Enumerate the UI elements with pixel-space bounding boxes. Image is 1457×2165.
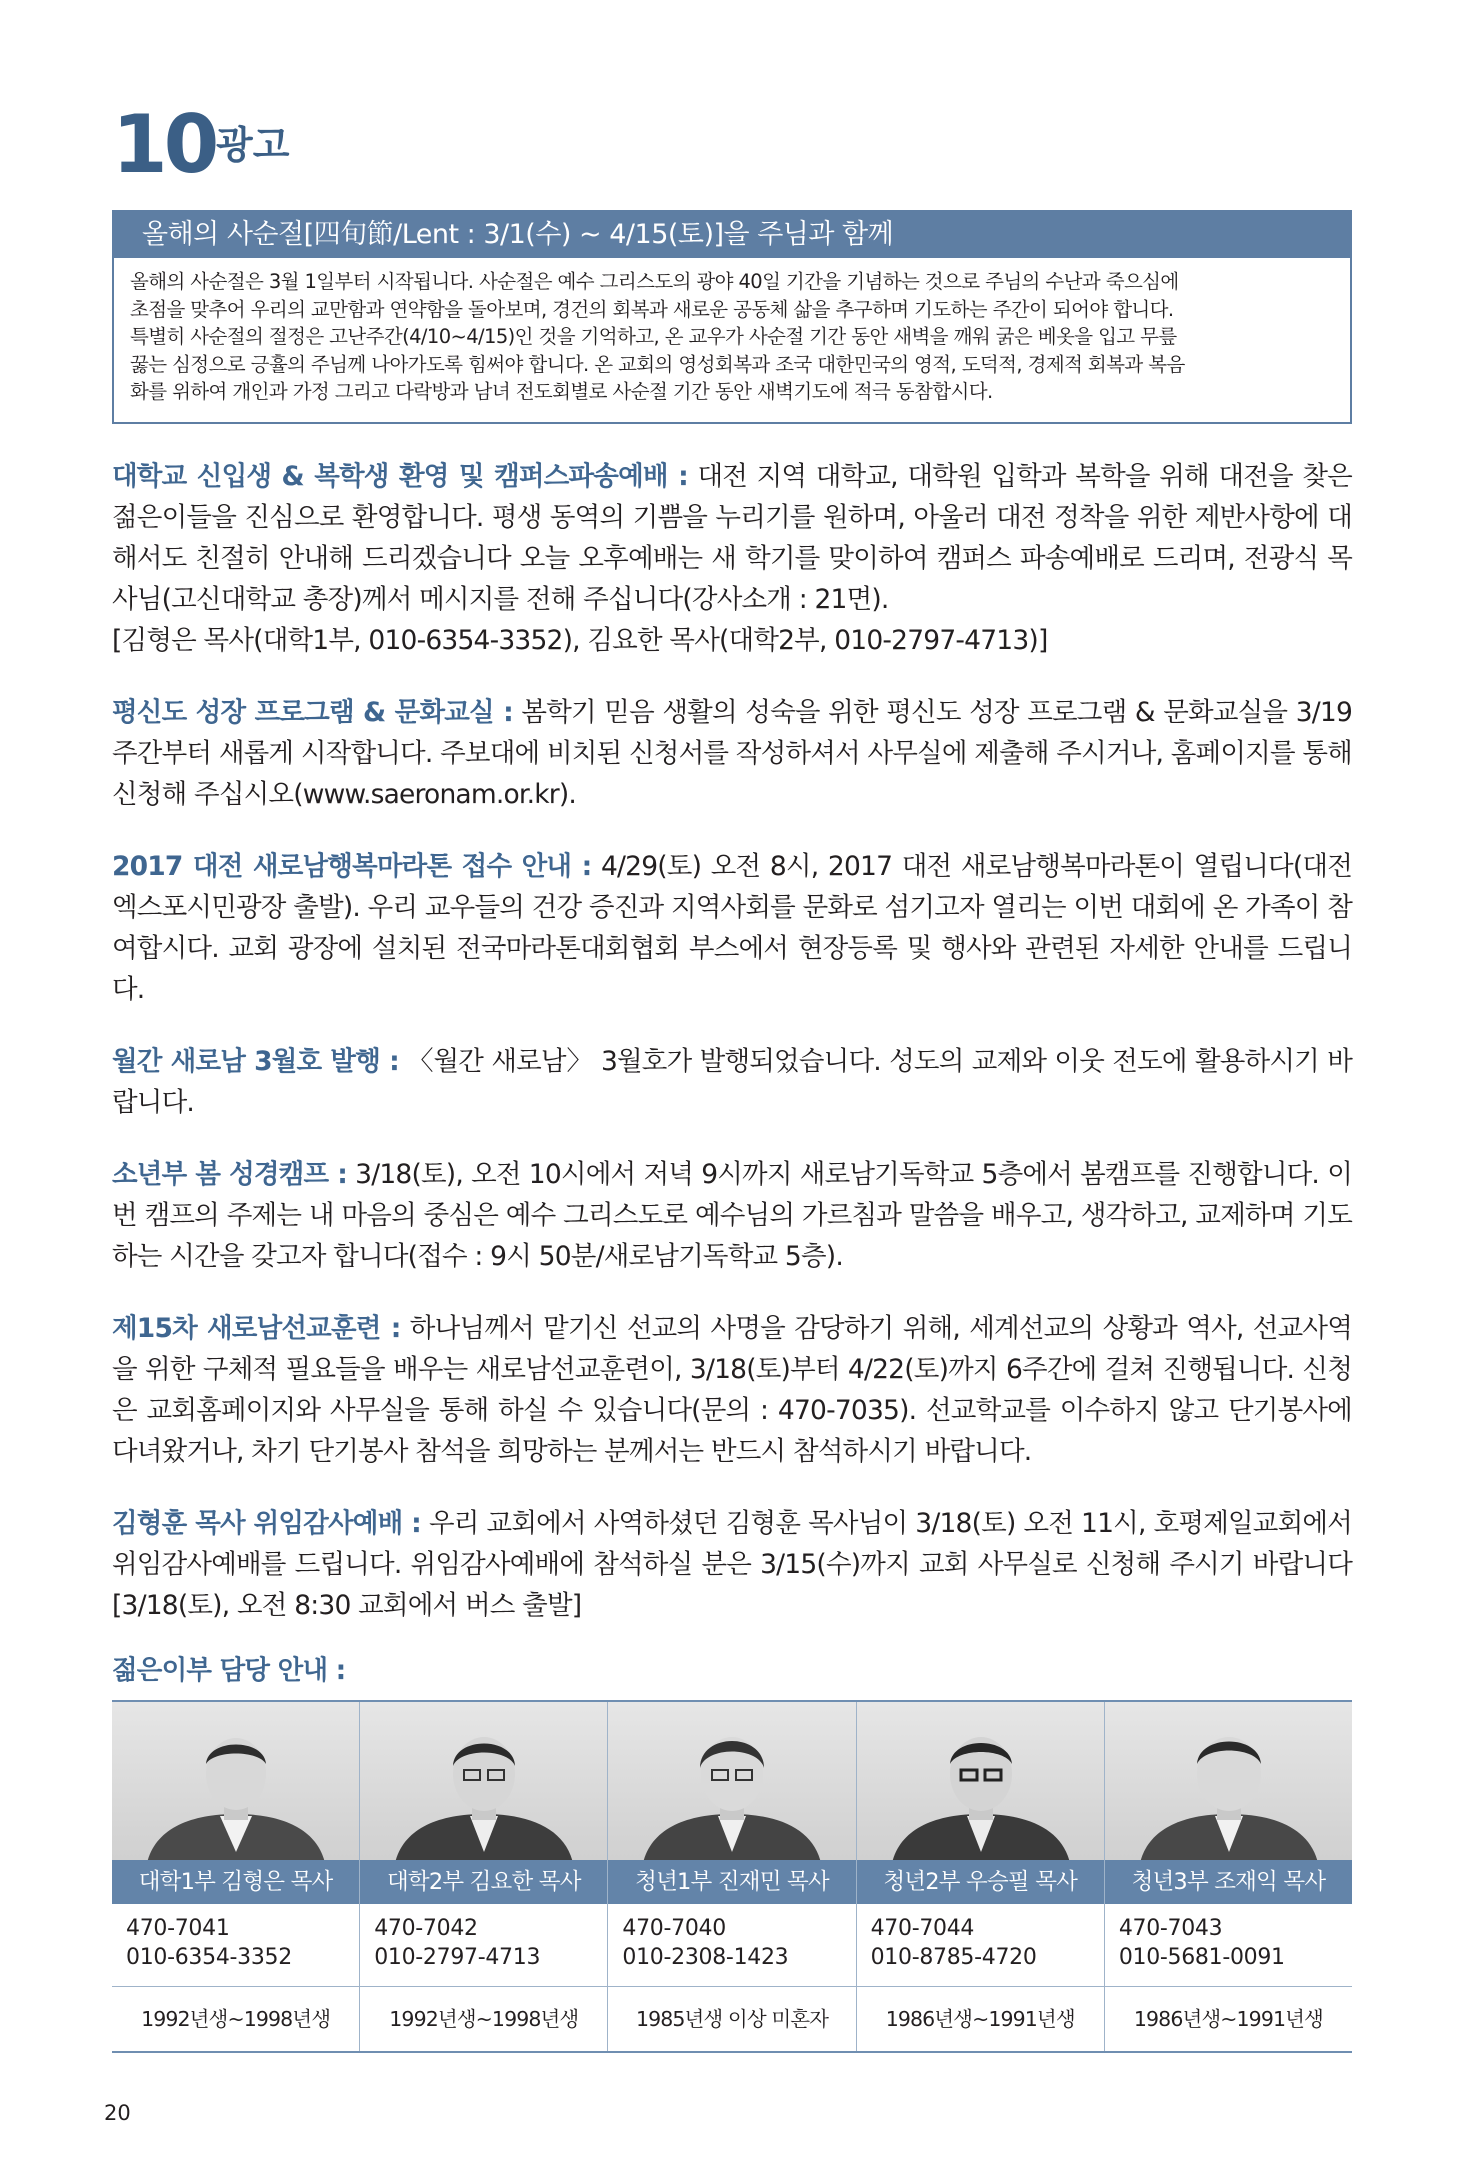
- staff-photo: [112, 1702, 359, 1860]
- notice-text: 봄학기 믿음 생활의 성숙을 위한 평신도 성장 프로그램 & 문화교실을 3/19 주간부터 새롭게 시작합니다. 주보대에 비치된 신청서를 작성하셔서 사무실에 제출해 주시거나, 홈페이지를 통해 신청해 주십시오(www.saeronam.or.kr).: [112, 697, 1353, 810]
- staff-name: 대학2부 김요한 목사: [360, 1860, 607, 1904]
- person-portrait-icon: [112, 1702, 359, 1860]
- staff-card: [360, 1702, 608, 2051]
- staff-name: 청년3부 조재익 목사: [1105, 1860, 1352, 1904]
- staff-photo: [857, 1702, 1104, 1860]
- notice-label: 월간 새로남 3월호 발행 :: [112, 1046, 399, 1077]
- lent-notice-box: [112, 210, 1352, 424]
- staff-card: [608, 1702, 856, 2051]
- staff-photo: [608, 1702, 855, 1860]
- page-number: 20: [104, 2101, 131, 2125]
- lent-title: 올해의 사순절[四旬節/Lent : 3/1(수) ~ 4/15(토)]을 주님과 함께: [114, 212, 1350, 258]
- staff-name: 청년2부 우승필 목사: [857, 1860, 1104, 1904]
- chapter-number: 10: [112, 98, 216, 191]
- staff-age-range: 1986년생~1991년생: [1133, 2007, 1323, 2031]
- notice-item: [112, 692, 1352, 815]
- staff-card: [112, 1702, 360, 2051]
- notice-label: 제15차 새로남선교훈련 :: [112, 1313, 401, 1344]
- lent-line: 특별히 사순절의 절정은 고난주간(4/10~4/15)인 것을 기억하고, 온 교우가 사순절 기간 동안 새벽을 깨워 굵은 베옷을 입고 무릎: [130, 325, 1177, 348]
- person-portrait-icon: [857, 1702, 1104, 1860]
- notices-list: [112, 456, 1352, 1657]
- notice-contacts: [김형은 목사(대학1부, 010-6354-3352), 김요한 목사(대학2부, 010-2797-4713)]: [112, 625, 1048, 656]
- staff-photo: [1105, 1702, 1352, 1860]
- staff-phones: [857, 1904, 1104, 1987]
- staff-age-range: 1992년생~1998년생: [141, 2007, 331, 2031]
- lent-body: [114, 258, 1350, 406]
- staff-card: [857, 1702, 1105, 2051]
- notice-item: [112, 1308, 1352, 1472]
- notice-text: 하나님께서 맡기신 선교의 사명을 감당하기 위해, 세계선교의 상황과 역사, 선교사역을 위한 구체적 필요들을 배우는 새로남선교훈련이, 3/18(토)부터 4/22(토)까지 6주간에 걸쳐 진행됩니다. 신청은 교회홈페이지와 사무실을 통해 하실 수 있습니다(문의 : 470-7035). 선교학교를 이수하지 않고 단기봉사에 다녀왔거나, 차기 단기봉사 참석을 희망하는 분께서는 반드시 참석하시기 바랍니다.: [112, 1313, 1352, 1467]
- notice-text: 대전 지역 대학교, 대학원 입학과 복학을 위해 대전을 찾은 젊은이들을 진심으로 환영합니다. 평생 동역의 기쁨을 누리기를 원하며, 아울러 대전 정착을 위한 제반사항에 대해서도 친절히 안내해 드리겠습니다 오늘 오후예배는 새 학기를 맞이하여 캠퍼스 파송예배로 드리며, 전광식 목사님(고신대학교 총장)께서 메시지를 전해 주십니다(강사소개 : 21면).: [112, 461, 1352, 615]
- notice-label: 김형훈 목사 위임감사예배 :: [112, 1508, 421, 1539]
- lent-line: 초점을 맞추어 우리의 교만함과 연약함을 돌아보며, 경건의 회복과 새로운 공동체 삶을 추구하며 기도하는 주간이 되어야 합니다.: [130, 297, 1174, 321]
- notice-item: [112, 456, 1352, 661]
- staff-office-phone: 470-7044: [870, 1916, 975, 1942]
- notice-item: [112, 1154, 1352, 1277]
- notice-text: 〈월간 새로남〉 3월호가 발행되었습니다. 성도의 교제와 이웃 전도에 활용하시기 바랍니다.: [112, 1046, 1352, 1118]
- notice-label: 대학교 신입생 & 복학생 환영 및 캠퍼스파송예배 :: [112, 461, 688, 492]
- person-portrait-icon: [360, 1702, 607, 1860]
- staff-phones: [360, 1904, 607, 1987]
- notice-label: 평신도 성장 프로그램 & 문화교실 :: [112, 697, 513, 728]
- lent-line: 꿇는 심정으로 긍휼의 주님께 나아가도록 힘써야 합니다. 온 교회의 영성회복과 조국 대한민국의 영적, 도덕적, 경제적 회복과 복음: [130, 352, 1185, 376]
- staff-photo: [360, 1702, 607, 1860]
- staff-phones: [112, 1904, 359, 1987]
- staff-office-phone: 470-7040: [622, 1916, 726, 1942]
- notice-text: 3/18(토), 오전 10시에서 저녁 9시까지 새로남기독학교 5층에서 봄캠프를 진행합니다. 이번 캠프의 주제는 내 마음의 중심은 예수 그리스도로 예수님의 가르침과 말씀을 배우고, 생각하고, 교제하며 기도하는 시간을 갖고자 합니다(접수 : 9시 50분/새로남기독학교 5층).: [112, 1159, 1352, 1272]
- notice-item: [112, 1041, 1352, 1123]
- staff-office-phone: 470-7041: [126, 1916, 230, 1942]
- notice-text: 우리 교회에서 사역하셨던 김형훈 목사님이 3/18(토) 오전 11시, 호평제일교회에서 위임감사예배를 드립니다. 위임감사예배에 참석하실 분은 3/15(수)까지 교회 사무실로 신청해 주시기 바랍니다[3/18(토), 오전 8:30 교회에서 버스 출발]: [112, 1508, 1352, 1621]
- staff-age-range: 1986년생~1991년생: [885, 2007, 1075, 2031]
- section-title: 광고: [216, 123, 290, 167]
- staff-age-range: 1985년생 이상 미혼자: [635, 2007, 829, 2031]
- notice-label: 2017 대전 새로남행복마라톤 접수 안내 :: [112, 851, 592, 882]
- lent-line: 화를 위하여 개인과 가정 그리고 다락방과 남녀 전도회별로 사순절 기간 동안 새벽기도에 적극 동참합시다.: [130, 380, 993, 403]
- staff-phones: [608, 1904, 855, 1987]
- notice-label: 소년부 봄 성경캠프 :: [112, 1159, 347, 1190]
- staff-mobile-phone: 010-5681-0091: [1118, 1945, 1285, 1971]
- lent-line: 올해의 사순절은 3월 1일부터 시작됩니다. 사순절은 예수 그리스도의 광야 40일 기간을 기념하는 것으로 주님의 수난과 죽으심에: [130, 270, 1179, 293]
- staff-mobile-phone: 010-2797-4713: [374, 1945, 541, 1971]
- person-portrait-icon: [1105, 1702, 1352, 1860]
- staff-table: [112, 1700, 1352, 2053]
- notice-item: [112, 846, 1352, 1010]
- staff-office-phone: 470-7043: [1118, 1916, 1223, 1942]
- staff-name: 청년1부 진재민 목사: [608, 1860, 855, 1904]
- notice-item: [112, 1503, 1352, 1626]
- staff-mobile-phone: 010-6354-3352: [126, 1945, 292, 1971]
- staff-heading: 젊은이부 담당 안내 :: [112, 1655, 346, 1686]
- staff-office-phone: 470-7042: [374, 1916, 478, 1942]
- staff-phones: [1105, 1904, 1352, 1987]
- staff-mobile-phone: 010-2308-1423: [622, 1945, 789, 1971]
- staff-name: 대학1부 김형은 목사: [112, 1860, 359, 1904]
- person-portrait-icon: [608, 1702, 855, 1860]
- staff-card: [1105, 1702, 1352, 2051]
- staff-mobile-phone: 010-8785-4720: [870, 1945, 1037, 1971]
- staff-age-range: 1992년생~1998년생: [389, 2007, 579, 2031]
- notice-text: 4/29(토) 오전 8시, 2017 대전 새로남행복마라톤이 열립니다(대전엑스포시민광장 출발). 우리 교우들의 건강 증진과 지역사회를 문화로 섬기고자 열리는 이번 대회에 온 가족이 참여합시다. 교회 광장에 설치된 전국마라톤대회협회 부스에서 현장등록 및 행사와 관련된 자세한 안내를 드립니다.: [112, 851, 1352, 1005]
